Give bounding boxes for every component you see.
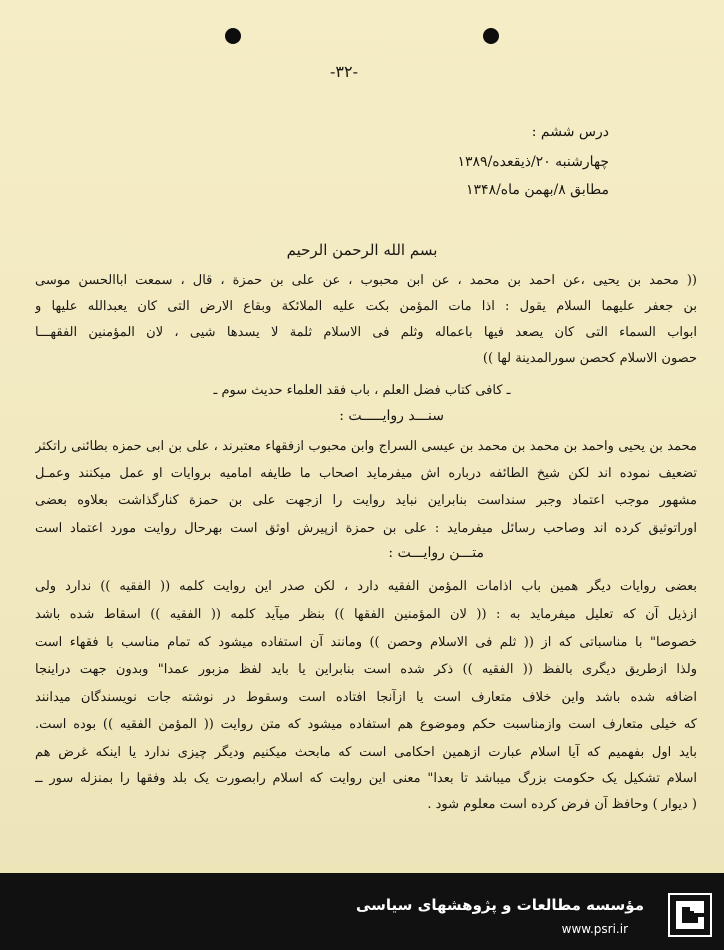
date-line: چهارشنبه ۲۰/ذیقعده/۱۳۸۹	[457, 154, 609, 170]
matn-line: خصوصا" با مناسباتی که از (( ثلم فی الاسلام وحصن )) ومانند آن استفاده میشود که تمام مناسب با فقهاء است	[35, 635, 697, 650]
page-number: -۳۲-	[330, 62, 358, 81]
sanad-line: مشهور موجب اعتماد وجبر سنداست بنابراین نباید روایت را ازجهت علی بن حمزة کنارگذاشت بعلاوه بعضی	[35, 493, 697, 508]
matn-line: ولذا ازطریق دیگری بالفظ (( الفقیه )) ذکر شده است بنابراین یا باید لفظ مزبور عمدا" وبدون جهت دراینجا	[35, 662, 697, 677]
sanad-line: تضعیف نموده اند لکن شیخ الطائفه درباره اش میفرماید اصحاب ما طایفه امامیه بروایات او عمل میکنند وعمـل	[35, 466, 697, 481]
basmala: بسم الله الرحمن الرحیم	[286, 241, 438, 259]
hadith-line: بن جعفر علیهما السلام یقول : اذا مات المؤمن بکت علیه الملائکة وبقاع الارض التی کان یعبدالله علیها و	[35, 299, 697, 314]
institute-name: مؤسسه مطالعات و پژوهشهای سیاسی	[355, 896, 644, 914]
matn-line: اضافه شده باشد واین خلاف متعارف است یا ازآنجا افتاده است وسقوط در نوشته جات نویسندگان میدانند	[35, 690, 697, 705]
lesson-heading: درس ششم :	[531, 124, 609, 140]
hadith-line: حصون الاسلام کحصن سورالمدینة لها ))	[482, 351, 697, 366]
matn-line: اسلام تشکیل یک حکومت بزرگ میباشد تا بعدا" معنی این روایت که اسلام رابصورت یک بلد وفقها را بمنزله سور ــ	[35, 771, 697, 786]
institute-logo-icon	[668, 893, 712, 937]
matn-line: ازذیل آن که تعلیل میفرماید به : (( لان المؤمنین الفقها )) بنظر میآید کلمه (( الفقیه )) اسقاط شده باشد	[35, 607, 697, 622]
source-citation: ـ کافی کتاب فضل العلم ، باب فقد العلماء حدیث سوم ـ	[213, 383, 511, 398]
matn-line: ( دیوار ) وحافظ آن فرض کرده است معلوم شود .	[427, 797, 697, 812]
sanad-line: اوراتوثیق کرده اند وصاحب رسائل میفرماید : علی بن حمزة ازپیرش اوثق است بهرحال روایت مورد اعتماد است	[35, 521, 697, 536]
sanad-heading: سنـــد روایـــــت :	[339, 408, 444, 424]
sanad-line: محمد بن یحیی واحمد بن محمد بن محمد بن عیسی السراج وابن محبوب ازفقهاء معتبرند ، علی بن ابی حمزه بطائنی راتکثر	[35, 439, 697, 454]
punch-hole	[225, 28, 241, 44]
matn-line: بعضی روایات دیگر همین باب اذامات المؤمن الفقیه دارد ، لکن صدر این روایت کلمه (( الفقیه )) ندارد ولی	[35, 579, 697, 594]
matn-heading: متـــن روایـــت :	[388, 545, 484, 561]
hadith-line: (( محمد بن یحیی ،عن احمد بن محمد ، عن ابن محبوب ، عن علی بن حمزة ، قال ، سمعت اباالحسن موسی	[35, 273, 697, 288]
equivalent-date-line: مطابق ۸/بهمن ماه/۱۳۴۸	[466, 182, 609, 198]
punch-hole	[483, 28, 499, 44]
hadith-line: ابواب السماء التی کان یصعد فیها باعماله وثلم فی الاسلام ثلمة لا یسدها شیی ، لان المؤمنین الفقهـــا	[35, 325, 697, 340]
matn-line: باید اول بفهمیم که آیا اسلام عبارت ازهمین احکامی است که مابحث میکنیم ودیگر چیزی ندارد یا اینکه غرض هم	[35, 745, 697, 760]
matn-line: که خیلی متعارف است وازمناسبت حکم وموضوع هم استفاده میشود که متن روایت (( المؤمن الفقیه )) بوده است.	[35, 717, 697, 732]
institute-url[interactable]: www.psri.ir	[561, 922, 628, 936]
